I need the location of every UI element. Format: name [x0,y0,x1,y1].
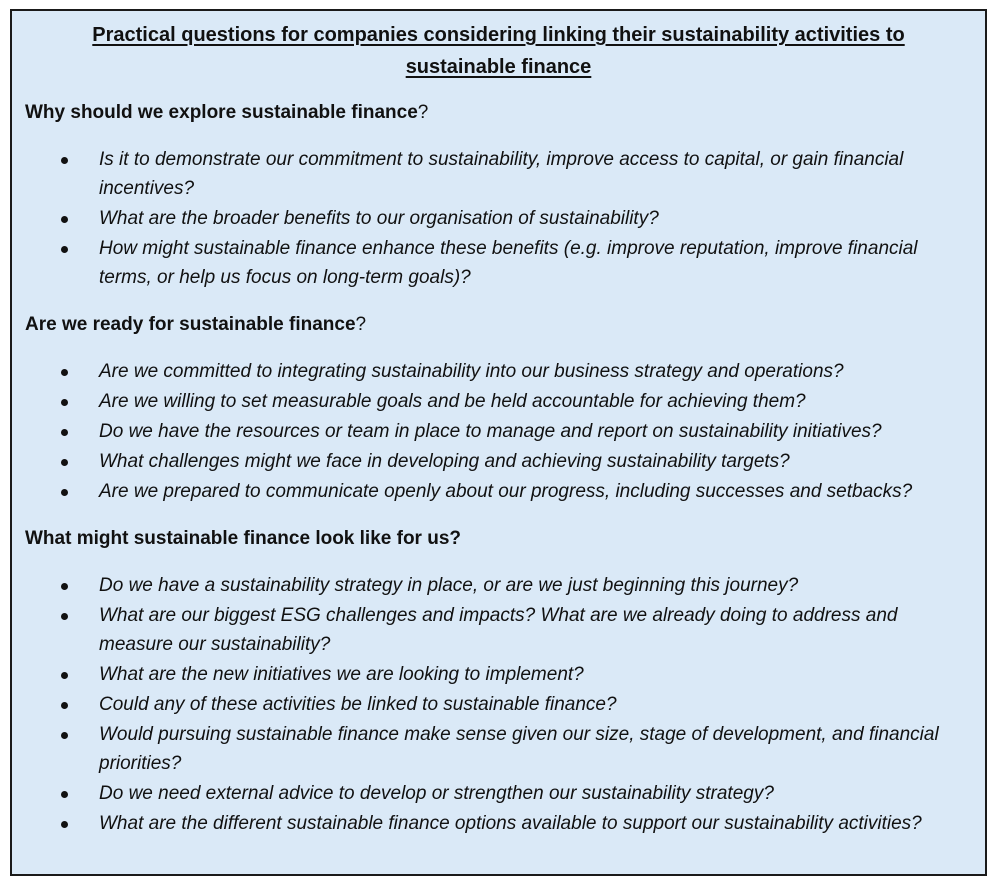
box-title: Practical questions for companies considering linking their sustainability activities to sustainable finance [92,24,905,78]
list-item [12,145,985,203]
question-text: What are the new initiatives we are looking to implement? [99,664,584,685]
question-text: What are the different sustainable finance options available to support our sustainability activities? [99,813,922,834]
list-item [12,417,985,446]
list-item [12,204,985,233]
bullet-icon [61,369,68,376]
question-text: Is it to demonstrate our commitment to sustainability, improve access to capital, or gain financial incentives? [99,149,904,199]
bullet-icon [61,429,68,436]
question-list-ready [12,357,985,507]
bullet-icon [61,157,68,164]
bullet-icon [61,246,68,253]
list-item [12,809,985,838]
bullet-icon [61,583,68,590]
section-heading-suffix: ? [355,314,367,335]
list-item [12,357,985,386]
question-text: What challenges might we face in developing and achieving sustainability targets? [99,451,790,472]
questions-box [10,9,987,876]
bullet-icon [61,791,68,798]
question-list-why [12,145,985,293]
list-item [12,660,985,689]
list-item [12,234,985,292]
question-text: Do we need external advice to develop or strengthen our sustainability strategy? [99,783,774,804]
bullet-icon [61,613,68,620]
bullet-icon [61,672,68,679]
question-text: Are we willing to set measurable goals and be held accountable for achieving them? [99,391,806,412]
list-item [12,387,985,416]
list-item [12,477,985,506]
section-heading-what [25,527,461,551]
question-text: Would pursuing sustainable finance make sense given our size, stage of development, and financial priorities? [99,724,939,774]
question-text: Are we prepared to communicate openly about our progress, including successes and setbacks? [99,481,913,502]
list-item [12,720,985,778]
section-heading-suffix: ? [417,102,429,123]
bullet-icon [61,399,68,406]
list-item [12,779,985,808]
bullet-icon [61,489,68,496]
list-item [12,601,985,659]
section-heading-text: Why should we explore sustainable finance [25,102,418,123]
question-text: Could any of these activities be linked to sustainable finance? [99,694,617,715]
section-heading-text: Are we ready for sustainable finance [25,314,356,335]
question-list-what [12,571,985,839]
bullet-icon [61,702,68,709]
list-item [12,447,985,476]
question-text: What are our biggest ESG challenges and impacts? What are we already doing to address and measure our sustainability? [99,605,898,655]
bullet-icon [61,732,68,739]
question-text: How might sustainable finance enhance these benefits (e.g. improve reputation, improve financial terms, or help us focus on long-term goals)? [99,238,918,288]
list-item [12,571,985,600]
question-text: Are we committed to integrating sustainability into our business strategy and operations? [99,361,844,382]
question-text: What are the broader benefits to our organisation of sustainability? [99,208,659,229]
section-heading-ready [25,313,366,337]
bullet-icon [61,821,68,828]
list-item [12,690,985,719]
question-text: Do we have the resources or team in place to manage and report on sustainability initiatives? [99,421,882,442]
section-heading-why [25,101,428,125]
bullet-icon [61,216,68,223]
bullet-icon [61,459,68,466]
section-heading-text: What might sustainable finance look like for us? [25,528,462,549]
question-text: Do we have a sustainability strategy in place, or are we just beginning this journey? [99,575,799,596]
